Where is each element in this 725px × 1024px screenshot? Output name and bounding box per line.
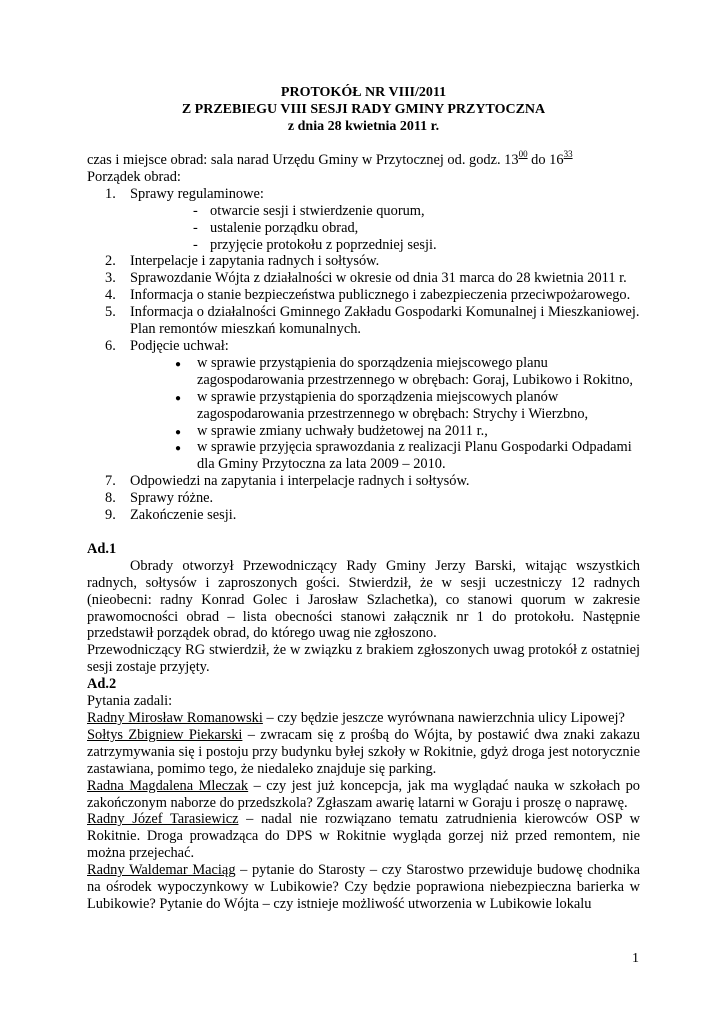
speaker-name: Radna Magdalena Mleczak: [87, 777, 249, 794]
speaker-name: Radny Józef Tarasiewicz: [87, 811, 239, 828]
agenda-item: 2. Interpelacje i zapytania radnych i sołtysów.: [105, 253, 380, 270]
speaker-name: Radny Mirosław Romanowski: [87, 710, 263, 726]
document-body: [87, 149, 640, 913]
agenda-subitem: - przyjęcie protokołu z poprzedniej sesji.: [193, 236, 437, 253]
resolution-item: ● w sprawie przyjęcia sprawozdania z realizacji Planu Gospodarki Odpadami dla Gminy Przytoczna za lata 2009 – 2010.: [175, 439, 632, 473]
agenda-item: 9. Zakończenie sesji.: [105, 507, 237, 524]
question-entry: Radny Józef Tarasiewicz – nadal nie rozwiązano tematu zatrudnienia kierowców OSP w Rokitnie. Droga prowadząca do DPS w Rokitnie wygląda gorzej niż przed remontem, nie można przejechać.: [87, 811, 640, 862]
speaker-name: Sołtys Zbigniew Piekarski: [87, 726, 243, 743]
agenda-item: 6. Podjęcie uchwał: ● w sprawie przystąpienia do sporządzenia miejscowego planu zagospodarowania przestrzennego w obrębach: Goraj, Lubikowo i Rokitno, ● w sprawie przystąpienia do sporządzenia miejscowych planów zagospodarowania przestrzennego w obrębach: Strychy i Wierzbno, ● w sprawie zmiany uchwały budżetowej na 2011 r., ● w sprawie przyjęcia sprawozdania z realizacji Planu Gospodarki Odpadami dla Gminy Przytoczna za lata 2009 – 2010.: [87, 338, 640, 473]
bullet-icon: ●: [175, 443, 182, 455]
session-time: czas i miejsce obrad: sala narad Urzędu Gminy w Przytocznej od. godz. $13^{00}$ do $16^{33}$: [87, 149, 573, 168]
agenda-subitem: - otwarcie sesji i stwierdzenie quorum,: [193, 202, 425, 219]
bullet-icon: ●: [175, 392, 182, 404]
question-entry: Radny Mirosław Romanowski – czy będzie jeszcze wyrównana nawierzchnia ulicy Lipowej?: [87, 710, 625, 726]
agenda-item: 4. Informacja o stanie bezpieczeństwa publicznego i zabezpieczenia przeciwpożarowego.: [105, 287, 631, 304]
agenda-item: 1. Sprawy regulaminowe: - otwarcie sesji i stwierdzenie quorum, - ustalenie porządku obrad, - przyjęcie protokołu z poprzedniej sesji.: [87, 186, 640, 254]
resolution-item: ● w sprawie przystąpienia do sporządzenia miejscowego planu zagospodarowania przestrzennego w obrębach: Goraj, Lubikowo i Rokitno,: [175, 354, 633, 388]
ad1-paragraph-2: Przewodniczący RG stwierdził, że w związku z brakiem zgłoszonych uwag protokół z ostatniej sesji zostaje przyjęty.: [87, 642, 640, 676]
ad2-intro: Pytania zadali:: [87, 693, 173, 710]
title-line-3: z dnia 28 kwietnia 2011 r.: [287, 119, 440, 134]
bullet-icon: ●: [175, 426, 182, 438]
document-title: [87, 84, 640, 135]
ad1-paragraph: Obrady otworzył Przewodniczący Rady Gminy Jerzy Barski, witając wszystkich radnych, sołtysów i zaproszonych gości. Stwierdził, że w sesji uczestniczy 12 radnych (nieobecni: radny Konrad Golec i Jarosław Szlachetka), co stanowi quorum w zakresie prawomocności obrad – lista obecności stanowi załącznik nr 1 do protokołu. Następnie przedstawił porządek obrad, do którego uwag nie zgłoszono.: [87, 557, 640, 642]
agenda-list: [87, 186, 640, 524]
title-line-1: PROTOKÓŁ NR VIII/2011: [280, 85, 447, 100]
speaker-name: Radny Waldemar Maciąg: [87, 862, 236, 879]
agenda-item: 8. Sprawy różne.: [105, 490, 214, 507]
ad1-heading: Ad.1: [87, 540, 117, 557]
page-number: 1: [632, 951, 639, 966]
question-entry: Radny Waldemar Maciąg – pytanie do Starosty – czy Starostwo przewiduje budowę chodnika na ośrodek wypoczynkowy w Lubikowie? Czy będzie poprawiona niebezpieczna barierka w Lubikowie? Pytanie do Wójta – czy istnieje możliwość utworzenia w Lubikowie lokalu: [87, 862, 640, 912]
question-entry: Sołtys Zbigniew Piekarski – zwracam się z prośbą do Wójta, by postawić dwa znaki zakazu zatrzymywania się i postoju przy budynku byłej szkoły w Rokitnie, gdyż droga jest notorycznie zastawiana, pomimo tego, że niedaleko znajduje się parking.: [87, 726, 640, 777]
resolution-item: ● w sprawie przystąpienia do sporządzenia miejscowych planów zagospodarowania przestrzennego w obrębach: Strychy i Wierzbno,: [175, 388, 589, 422]
agenda-item: 3. Sprawozdanie Wójta z działalności w okresie od dnia 31 marca do 28 kwietnia 2011 r.: [105, 270, 627, 287]
bullet-icon: ●: [175, 358, 182, 370]
question-entry: Radna Magdalena Mleczak – czy jest już koncepcja, jak ma wyglądać nauka w szkołach po zakończonym naborze do przedszkola? Zgłaszam awarię latarni w Goraju i proszę o naprawę.: [87, 777, 640, 811]
agenda-label: Porządek obrad:: [87, 168, 181, 185]
resolution-list: [130, 355, 640, 473]
agenda-item: 5. Informacja o działalności Gminnego Zakładu Gospodarki Komunalnej i Mieszkaniowej. Plan remontów mieszkań komunalnych.: [105, 304, 640, 338]
agenda-subitem: - ustalenie porządku obrad,: [193, 219, 359, 236]
title-line-2: Z PRZEBIEGU VIII SESJI RADY GMINY PRZYTOCZNA: [181, 102, 546, 117]
ad2-heading: Ad.2: [87, 676, 117, 693]
agenda-sublist: [130, 203, 640, 254]
resolution-item: ● w sprawie zmiany uchwały budżetowej na 2011 r.,: [130, 423, 640, 440]
agenda-item: 7. Odpowiedzi na zapytania i interpelacje radnych i sołtysów.: [105, 473, 470, 490]
